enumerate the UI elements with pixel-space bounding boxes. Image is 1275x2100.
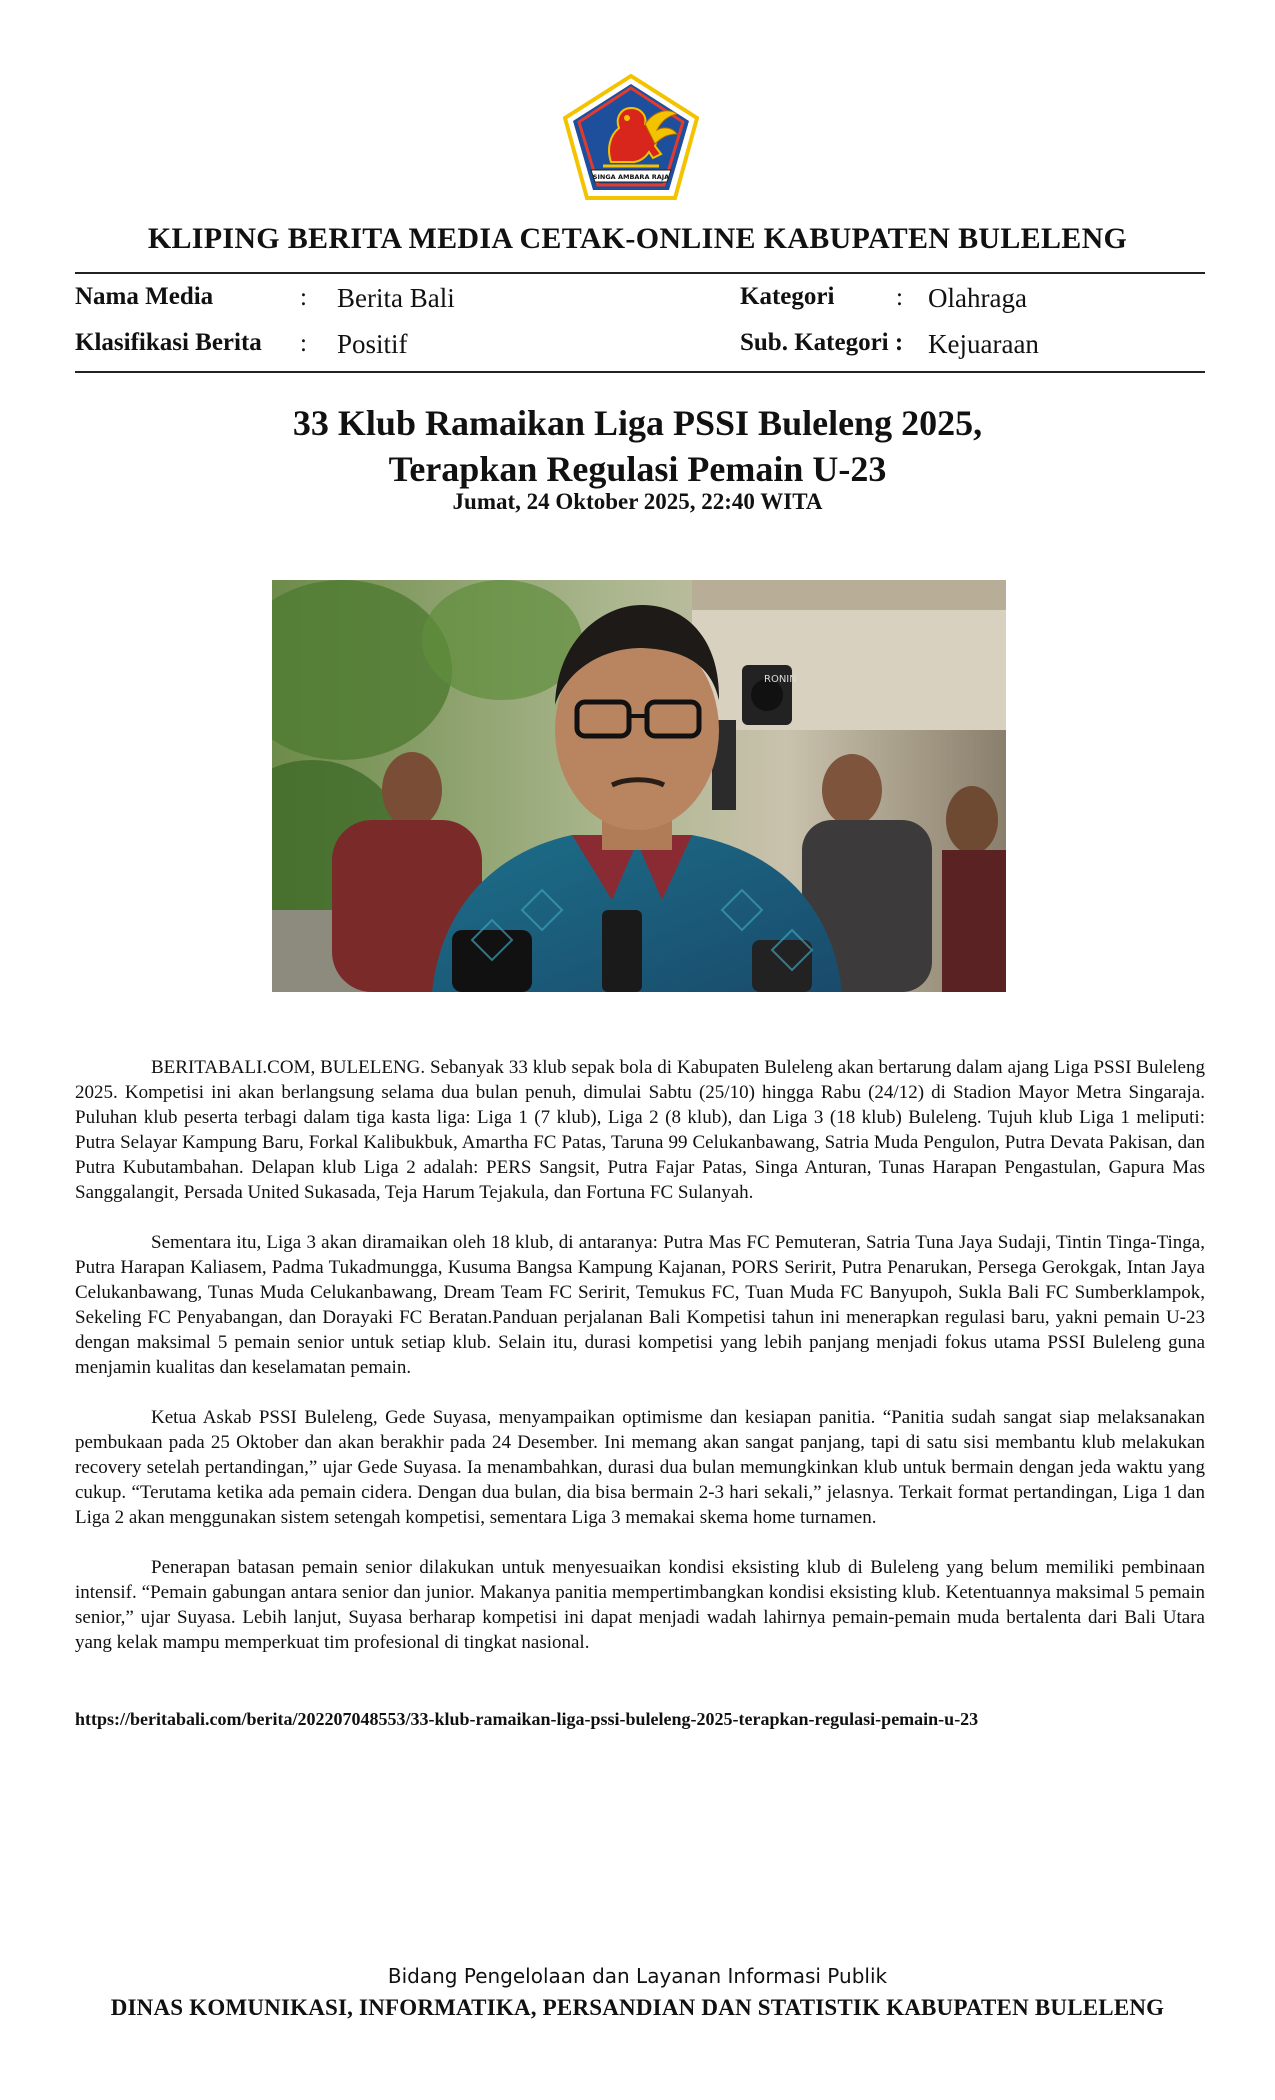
nama-media-value: Berita Bali bbox=[337, 283, 455, 313]
article-headline bbox=[0, 400, 1275, 492]
klasifikasi-colon: : bbox=[300, 330, 307, 357]
source-url-link[interactable]: https://beritabali.com/berita/202207048553/33-klub-ramaikan-liga-pssi-buleleng-2025-terapkan-regulasi-pemain-u-23 bbox=[75, 1709, 979, 1729]
kategori-value: Olahraga bbox=[928, 283, 1027, 313]
article-dateline: Jumat, 24 Oktober 2025, 22:40 WITA bbox=[452, 489, 823, 514]
klasifikasi-label: Klasifikasi Berita bbox=[75, 329, 262, 356]
document-title: KLIPING BERITA MEDIA CETAK-ONLINE KABUPATEN BULELENG bbox=[147, 222, 1128, 255]
sub-kategori-value: Kejuaraan bbox=[928, 329, 1039, 359]
article-body bbox=[75, 1055, 1205, 1680]
nama-media-label: Nama Media bbox=[75, 283, 214, 310]
buleleng-regency-emblem bbox=[563, 74, 699, 200]
article-paragraph-2: Sementara itu, Liga 3 akan diramaikan oleh 18 klub, di antaranya: Putra Mas FC Pemuteran, Satria Tuna Jaya Sudaji, Tintin Tinga-Tinga, Putra Harapan Kaliasem, Padma Tukadmungga, Kusuma Bangsa Kampung Kajanan, PORS Seririt, Putra Penarukan, Persega Gerokgak, Intan Jaya Celukanbawang, Tunas Muda Celukanbawang, Dream Team FC Seririt, Temukus FC, Tuan Muda FC Banyupoh, Sukla Bali FC Sumberklampok, Sekeling FC Penyabangan, dan Dorayaki FC Beratan.Panduan perjalanan Bali Kompetisi tahun ini menerapkan regulasi baru, yakni pemain U-23 dengan maksimal 5 pemain senior untuk setiap klub. Selain itu, durasi kompetisi yang lebih panjang menjadi fokus utama PSSI Buleleng guna menjamin kualitas dan keselamatan pemain. bbox=[75, 1232, 1205, 1378]
header-divider-bottom bbox=[75, 371, 1205, 373]
article-paragraph-1: BERITABALI.COM, BULELENG. Sebanyak 33 klub sepak bola di Kabupaten Buleleng akan bertarung dalam ajang Liga PSSI Buleleng 2025. Kompetisi ini akan berlangsung selama dua bulan penuh, dimulai Sabtu (25/10) hingga Rabu (24/12) di Stadion Mayor Metra Singaraja. Puluhan klub peserta terbagi dalam tiga kasta liga: Liga 1 (7 klub), Liga 2 (8 klub), dan Liga 3 (18 klub) Buleleng. Tujuh klub Liga 1 meliputi: Putra Selayar Kampung Baru, Forkal Kalibukbuk, Amartha FC Patas, Taruna 99 Celukanbawang, Satria Muda Pengulon, Putra Devata Pakisan, dan Putra Kubutambahan. Delapan klub Liga 2 adalah: PERS Sangsit, Putra Fajar Patas, Singa Anturan, Tunas Harapan Pengastulan, Gapura Mas Sanggalangit, Persada United Sukasada, Teja Harum Tejakula, dan Fortuna FC Sulanyah. bbox=[75, 1057, 1205, 1203]
article-photo bbox=[272, 580, 1006, 992]
sub-kategori-label: Sub. Kategori : bbox=[740, 329, 904, 356]
article-paragraph-3: Ketua Askab PSSI Buleleng, Gede Suyasa, menyampaikan optimisme dan kesiapan panitia. “Panitia sudah sangat siap melaksanakan pembukaan pada 25 Oktober dan akan berakhir pada 24 Desember. Ini memang akan sangat panjang, tapi di satu sisi membantu klub melakukan recovery setelah pertandingan,” ujar Gede Suyasa. Ia menambahkan, durasi dua bulan memungkinkan klub untuk bermain dengan jeda waktu yang cukup. “Terutama ketika ada pemain cidera. Dengan dua bulan, dia bisa bermain 2-3 hari sekali,” jelasnya. Terkait format pertandingan, Liga 1 dan Liga 2 akan menggunakan sistem setengah kompetisi, sementara Liga 3 memakai skema home turnamen. bbox=[75, 1407, 1205, 1528]
footer-department: Bidang Pengelolaan dan Layanan Informasi Publik bbox=[387, 1964, 888, 1988]
kategori-label: Kategori bbox=[740, 283, 835, 310]
article-paragraph-4: Penerapan batasan pemain senior dilakukan untuk menyesuaikan kondisi eksisting klub di Buleleng yang belum memiliki pembinaan intensif. “Pemain gabungan antara senior dan junior. Makanya panitia mempertimbangkan kondisi eksisting klub. Ketentuannya maksimal 5 pemain senior,” ujar Suyasa. Lebih lanjut, Suyasa berharap kompetisi ini dapat menjadi wadah lahirnya pemain-pemain muda bertalenta dari Bali Utara yang kelak mampu memperkuat tim profesional di tingkat nasional. bbox=[75, 1557, 1205, 1653]
camera-brand-label: RONIN bbox=[764, 674, 797, 685]
kategori-colon: : bbox=[896, 284, 903, 311]
headline-line-1: 33 Klub Ramaikan Liga PSSI Buleleng 2025, bbox=[292, 403, 983, 443]
klasifikasi-value: Positif bbox=[337, 329, 408, 359]
emblem-motto: SINGA AMBARA RAJA bbox=[592, 173, 670, 181]
header-divider-top bbox=[75, 272, 1205, 274]
emblem-icon bbox=[563, 74, 699, 200]
footer-agency: DINAS KOMUNIKASI, INFORMATIKA, PERSANDIAN DAN STATISTIK KABUPATEN BULELENG bbox=[110, 1995, 1165, 2020]
press-interview-photo bbox=[272, 580, 1006, 992]
headline-line-2: Terapkan Regulasi Pemain U-23 bbox=[388, 449, 887, 489]
nama-media-colon: : bbox=[300, 284, 307, 311]
